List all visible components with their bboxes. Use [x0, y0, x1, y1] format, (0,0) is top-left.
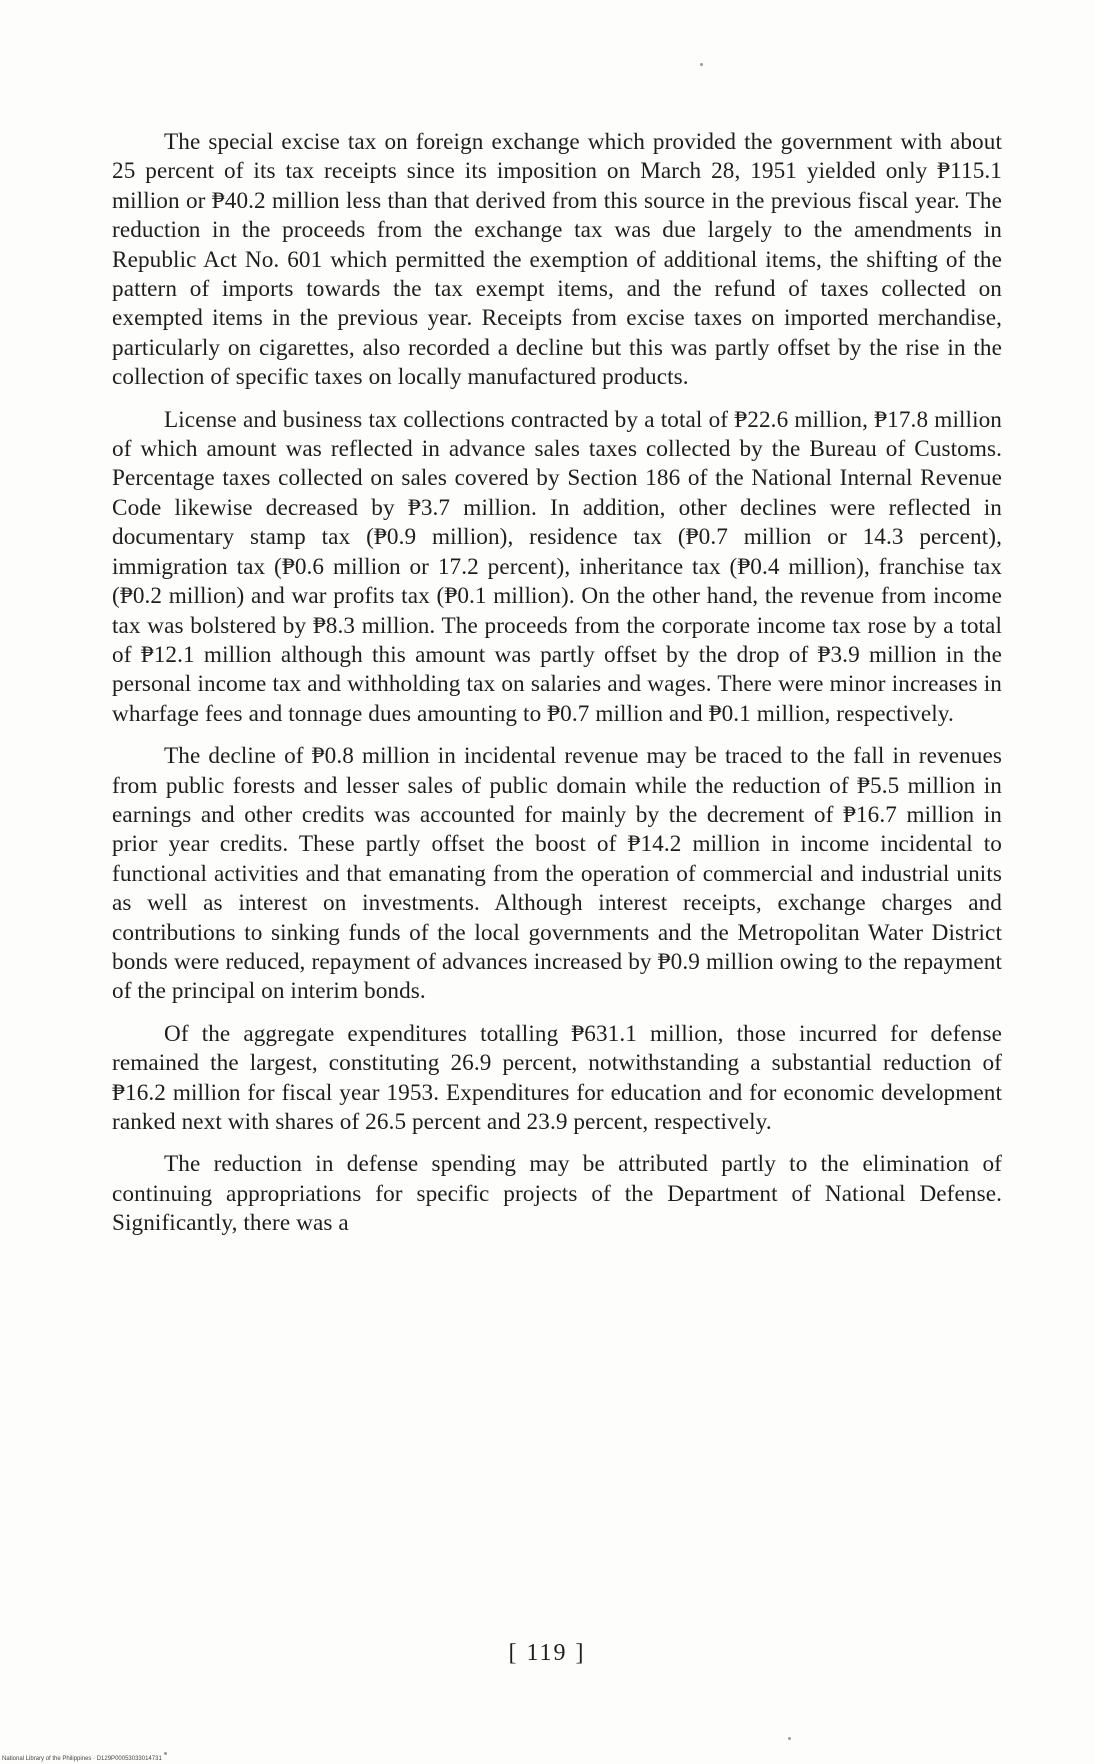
- page-number: [ 119 ]: [508, 1640, 586, 1666]
- body-text: [112, 128, 1002, 1252]
- paragraph-incidental-revenue: The decline of ₱0.8 million in incidental revenue may be traced to the fall in revenues from public forests and lesser sales of public domain while the reduction of ₱5.5 million in earnings and other credits was accounted for mainly by the decrement of ₱16.7 million in prior year credits. These partly offset the boost of ₱14.2 million in income incidental to functional activities and that emanating from the operation of commercial and industrial units as well as interest on investments. Although interest receipts, exchange charges and contributions to sinking funds of the local governments and the Metropolitan Water District bonds were reduced, repayment of advances increased by ₱0.9 million owing to the repayment of the principal on interim bonds.: [112, 743, 1002, 1005]
- paragraph-license-business-tax: License and business tax collections contracted by a total of ₱22.6 million, ₱17.8 million of which amount was reflected in advance sales taxes collected by the Bureau of Customs. Percentage taxes collected on sales covered by Section 186 of the National Internal Revenue Code likewise decreased by ₱3.7 million. In addition, other declines were reflected in documentary stamp tax (₱0.9 million), residence tax (₱0.7 million or 14.3 percent), immigration tax (₱0.6 million or 17.2 percent), inheritance tax (₱0.4 million), franchise tax (₱0.2 million) and war profits tax (₱0.1 million). On the other hand, the revenue from income tax was bolstered by ₱8.3 million. The proceeds from the corporate income tax rose by a total of ₱12.1 million although this amount was partly offset by the drop of ₱3.9 million in the personal income tax and withholding tax on salaries and wages. There were minor increases in wharfage fees and tonnage dues amounting to ₱0.7 million and ₱0.1 million, respectively.: [112, 406, 1002, 727]
- scan-speck: [788, 1737, 791, 1740]
- paragraph-defense-spending: The reduction in defense spending may be attributed partly to the elimination of continuing appropriations for specific projects of the Department of National Defense. Significantly, there was a: [112, 1151, 1002, 1237]
- paragraph-exchange-tax: The special excise tax on foreign exchange which provided the government with about 25 percent of its tax receipts since its imposition on March 28, 1951 yielded only ₱115.1 million or ₱40.2 million less than that derived from this source in the previous fiscal year. The reduction in the proceeds from the exchange tax was due largely to the amendments in Republic Act No. 601 which permitted the exemption of additional items, the shifting of the pattern of imports towards the tax exempt items, and the refund of taxes collected on exempted items in the previous year. Receipts from excise taxes on imported merchandise, particularly on cigarettes, also recorded a decline but this was partly offset by the rise in the collection of specific taxes on locally manufactured products.: [112, 129, 1002, 391]
- scan-speck: [700, 63, 703, 66]
- scan-credit-label: National Library of the Philippines · D129P00053033014731: [2, 1756, 162, 1762]
- scan-speck: [164, 1752, 167, 1755]
- paragraph-expenditures: Of the aggregate expenditures totalling ₱631.1 million, those incurred for defense remained the largest, constituting 26.9 percent, notwithstanding a substantial reduction of ₱16.2 million for fiscal year 1953. Expenditures for education and for economic development ranked next with shares of 26.5 percent and 23.9 percent, respectively.: [112, 1020, 1002, 1135]
